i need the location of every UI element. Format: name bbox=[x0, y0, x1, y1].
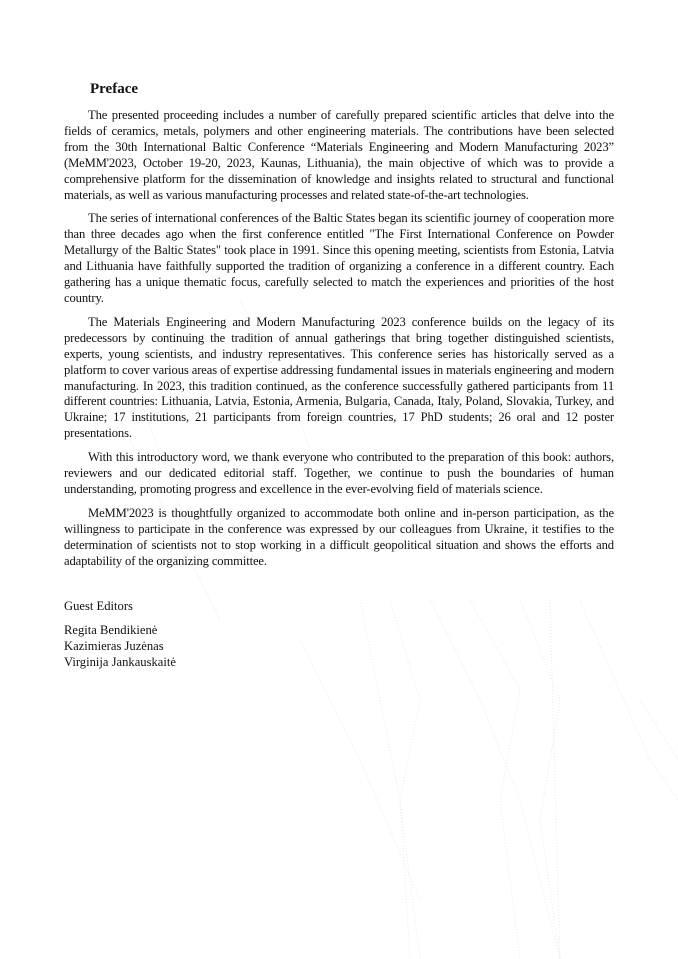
paragraph-history: The series of international conferences of the Baltic States began its scientific journey of cooperation more than three decades ago when the first conference entitled "The First International Conference on Powder Metallurgy of the Baltic States" took place in 1991. Since this opening meeting, scientists from Estonia, Latvia and Lithuania have faithfully supported the tradition of organizing a conference in a different country. Each gathering has a unique thematic focus, carefully selected to match the experiences and priorities of the host country. bbox=[64, 211, 614, 305]
preface-page bbox=[64, 80, 614, 671]
editors-heading: Guest Editors bbox=[64, 599, 133, 614]
paragraph-participation: MeMM'2023 is thoughtfully organized to accommodate both online and in-person participation, as the willingness to participate in the conference was expressed by our colleagues from Ukraine, it testifies to the determination of scientists not to stop working in a difficult geopolitical situation and shows the efforts and adaptability of the organizing committee. bbox=[64, 505, 614, 568]
page-title: Preface bbox=[90, 81, 139, 97]
paragraph-intro: The presented proceeding includes a number of carefully prepared scientific articles that delve into the fields of ceramics, metals, polymers and other engineering materials. The contributions have been selected from the 30th International Baltic Conference “Materials Engineering and Modern Manufacturing 2023” (MeMM'2023, October 19-20, 2023, Kaunas, Lithuania), the main objective of which was to provide a comprehensive platform for the dissemination of knowledge and insights related to structural and functional materials, as well as various manufacturing processes and related state-of-the-art technologies. bbox=[64, 108, 614, 202]
editor-name: Regita Bendikienė bbox=[64, 623, 158, 638]
paragraph-conference: The Materials Engineering and Modern Manufacturing 2023 conference builds on the legacy of its predecessors by continuing the tradition of annual gatherings that bring together distinguished scientists, experts, young scientists, and industry representatives. This conference series has historically served as a platform to cover various areas of expertise addressing fundamental issues in materials engineering and modern manufacturing. In 2023, this tradition continued, as the conference successfully gathered participants from 11 different countries: Lithuania, Latvia, Estonia, Armenia, Bulgaria, Canada, Italy, Poland, Slovakia, Turkey, and Ukraine; 17 institutions, 21 participants from foreign countries, 17 PhD students; 26 oral and 12 poster presentations. bbox=[64, 314, 614, 441]
editor-name: Virginija Jankauskaitė bbox=[64, 655, 176, 670]
paragraph-thanks: With this introductory word, we thank everyone who contributed to the preparation of this book: authors, reviewers and our dedicated editorial staff. Together, we continue to push the boundaries of human understanding, promoting progress and excellence in the ever-evolving field of materials science. bbox=[64, 450, 614, 496]
guest-editors bbox=[64, 599, 614, 671]
editor-name: Kazimieras Juzėnas bbox=[64, 639, 164, 654]
